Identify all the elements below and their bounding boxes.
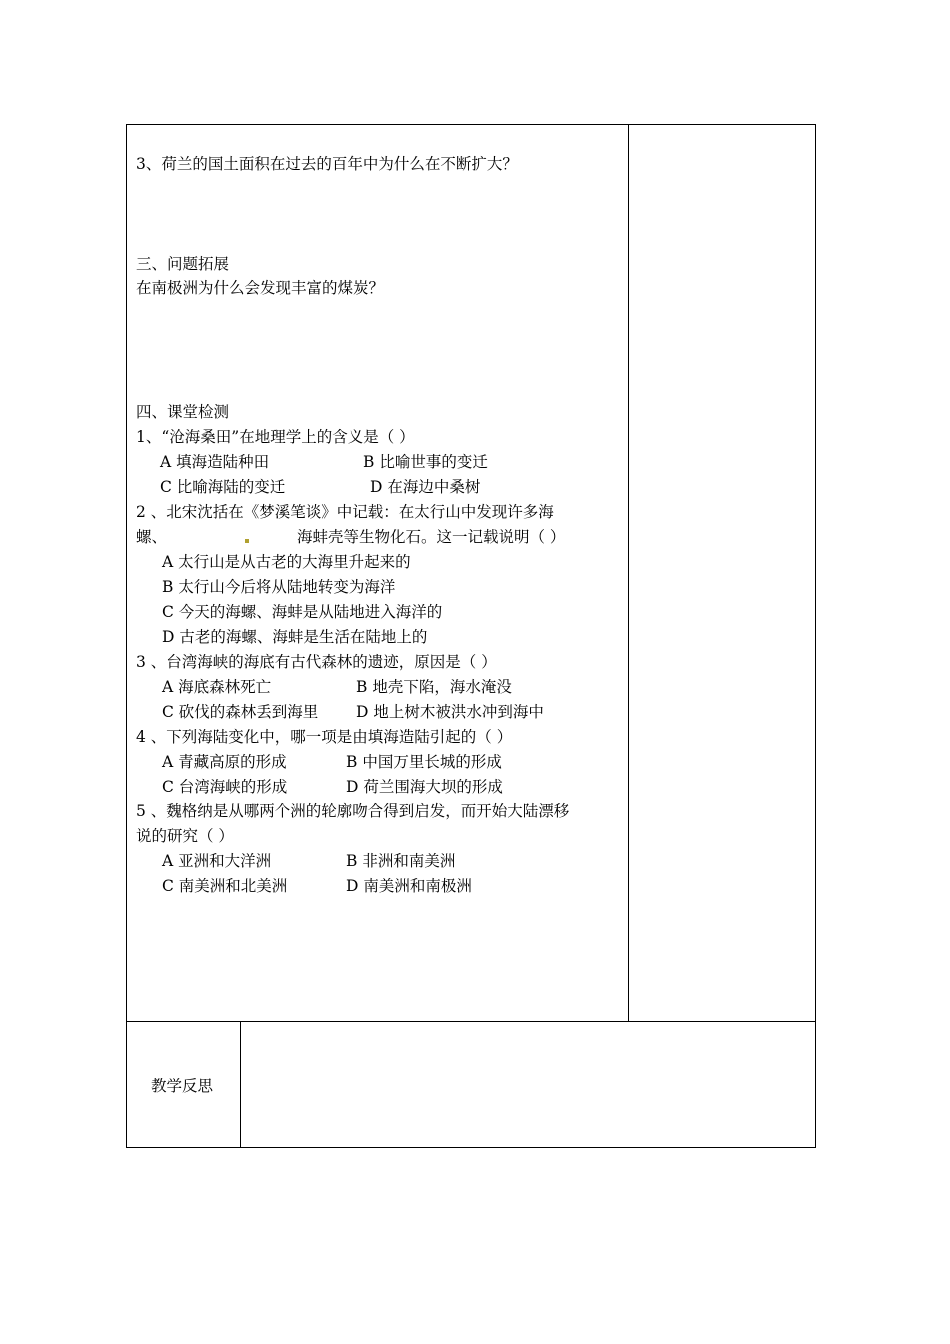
q3-stem: 3 、台湾海峡的海底有古代森林的遗迹，原因是（ ） [136, 653, 497, 671]
q1-option-a: A 填海造陆种田 [160, 453, 270, 471]
section-4-heading: 四、课堂检测 [136, 403, 230, 421]
reflection-label: 教学反思 [151, 1077, 214, 1095]
table-border-right [815, 124, 816, 1148]
row-divider [126, 1021, 816, 1022]
table-border-top [126, 124, 816, 125]
q3-option-a: A 海底森林死亡 [162, 678, 272, 696]
q5-option-a: A 亚洲和大洋洲 [162, 852, 272, 870]
section-3-heading: 三、问题拓展 [136, 255, 230, 273]
q4-option-d: D 荷兰围海大坝的形成 [346, 778, 503, 796]
q3-option-c: C 砍伐的森林丢到海里 [162, 703, 319, 721]
q1-option-c: C 比喻海陆的变迁 [160, 478, 286, 496]
table-border-left [126, 124, 127, 1148]
column-divider [628, 124, 629, 1022]
marker-dot [245, 539, 249, 543]
q1-option-b: B 比喻世事的变迁 [363, 453, 488, 471]
section-3-question: 在南极洲为什么会发现丰富的煤炭？ [136, 279, 385, 297]
q5-option-b: B 非洲和南美洲 [346, 852, 456, 870]
q1-stem: 1、“沧海桑田”在地理学上的含义是（ ） [136, 428, 415, 446]
q2-option-d: D 古老的海螺、海蚌是生活在陆地上的 [162, 628, 428, 646]
q5-option-c: C 南美洲和北美洲 [162, 877, 288, 895]
q4-stem: 4 、下列海陆变化中，哪一项是由填海造陆引起的（ ） [136, 728, 513, 746]
q2-stem-line1: 2 、北宋沈括在《梦溪笔谈》中记载：在太行山中发现许多海 [136, 503, 554, 521]
q2-option-c: C 今天的海螺、海蚌是从陆地进入海洋的 [162, 603, 443, 621]
q4-option-b: B 中国万里长城的形成 [346, 753, 502, 771]
q4-option-a: A 青藏高原的形成 [162, 753, 287, 771]
q3-option-b: B 地壳下陷，海水淹没 [356, 678, 512, 696]
q2-stem-line2a: 螺、 [136, 528, 168, 546]
q5-stem-line1: 5 、魏格纳是从哪两个洲的轮廓吻合得到启发，而开始大陆漂移 [136, 802, 570, 820]
q1-option-d: D 在海边中桑树 [370, 478, 481, 496]
table-border-bottom [126, 1147, 816, 1148]
q2-option-a: A 太行山是从古老的大海里升起来的 [162, 553, 411, 571]
q5-option-d: D 南美洲和南极洲 [346, 877, 472, 895]
q2-stem-line2b: 海蚌壳等生物化石。这一记载说明（ ） [297, 528, 566, 546]
question-3-netherlands: 3、荷兰的国土面积在过去的百年中为什么在不断扩大？ [136, 155, 518, 173]
q5-stem-line2: 说的研究（ ） [136, 827, 234, 845]
q4-option-c: C 台湾海峡的形成 [162, 778, 288, 796]
q3-option-d: D 地上树木被洪水冲到海中 [356, 703, 544, 721]
q2-option-b: B 太行山今后将从陆地转变为海洋 [162, 578, 396, 596]
reflection-divider [240, 1021, 241, 1148]
